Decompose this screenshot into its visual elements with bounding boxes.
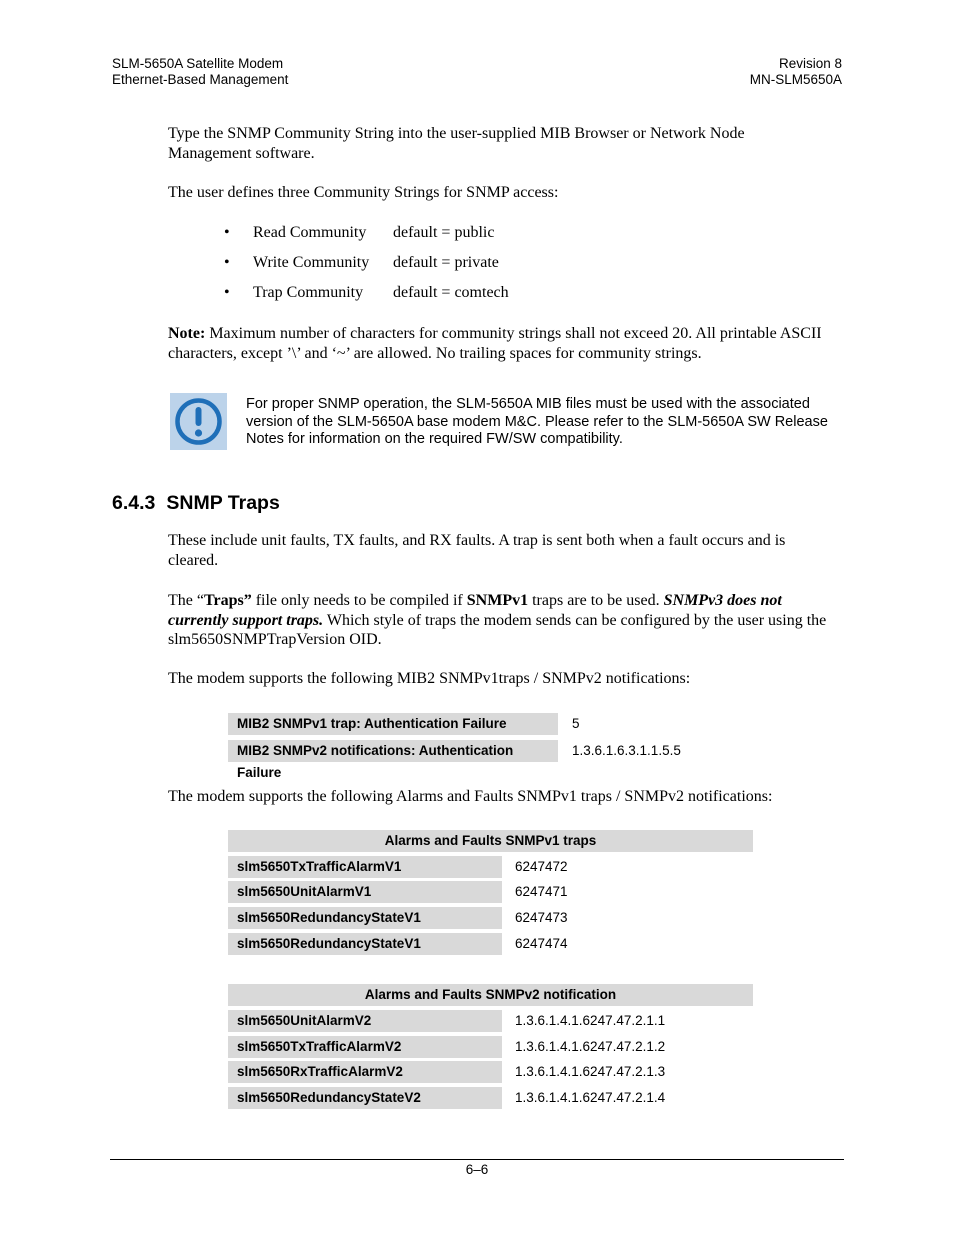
section-number: 6.4.3	[112, 492, 156, 514]
traps-paragraph-2	[168, 591, 836, 650]
traps-file-name: Traps”	[203, 592, 252, 609]
table-row-value: 1.3.6.1.4.1.6247.47.2.1.3	[515, 1064, 666, 1079]
section-heading	[112, 491, 280, 515]
text-run: traps are to be used.	[528, 592, 664, 609]
table-row-value: 6247473	[515, 910, 568, 925]
table-row-value: 1.3.6.1.6.3.1.1.5.5	[572, 743, 681, 758]
intro-paragraph-1: Type the SNMP Community String into the user-supplied MIB Browser or Network Node Management software.	[168, 125, 745, 162]
community-name: Read Community	[253, 224, 367, 241]
intro-paragraph-2: The user defines three Community Strings for SNMP access:	[168, 184, 559, 201]
table-row-label: MIB2 SNMPv2 notifications: Authentication Failure	[228, 740, 558, 762]
text-run: Which style of traps the modem sends can be configured by the user using the slm5650SNMPTrapVersion OID.	[168, 611, 827, 648]
table-row-label: slm5650UnitAlarmV2	[228, 1010, 502, 1032]
table-row-label: slm5650RedundancyStateV2	[228, 1087, 502, 1109]
text-run: file only needs to be compiled if	[251, 592, 467, 609]
table-row-value: 6247471	[515, 884, 568, 899]
page-number: 6–6	[465, 1162, 489, 1177]
bullet: •	[224, 284, 230, 301]
note-text: Maximum number of characters for community strings shall not exceed 20. All printable ASCII characters, except ’\’ and ‘~’ are allowed. No trailing spaces for community strings.	[168, 325, 822, 362]
table-row-label: slm5650RedundancyStateV1	[228, 933, 502, 955]
table-row-value: 1.3.6.1.4.1.6247.47.2.1.4	[515, 1090, 666, 1105]
bullet: •	[224, 224, 230, 241]
community-default: default = public	[393, 224, 495, 241]
traps-paragraph-1: These include unit faults, TX faults, and RX faults. A trap is sent both when a fault occurs and is cleared.	[168, 532, 786, 569]
traps-paragraph-3: The modem supports the following MIB2 SNMPv1traps / SNMPv2 notifications:	[168, 670, 691, 687]
table-title: Alarms and Faults SNMPv2 notification	[228, 984, 753, 1006]
table-row-value: 1.3.6.1.4.1.6247.47.2.1.2	[515, 1039, 666, 1054]
section-title: SNMP Traps	[166, 492, 280, 514]
note-paragraph	[168, 324, 828, 363]
list-item	[224, 253, 624, 273]
table-row-label: slm5650UnitAlarmV1	[228, 881, 502, 903]
table-row-label: slm5650TxTrafficAlarmV1	[228, 856, 502, 878]
table-row-value: 6247474	[515, 936, 568, 951]
doc-subtitle: Ethernet-Based Management	[112, 72, 289, 87]
list-item	[224, 223, 624, 243]
table-row-label: MIB2 SNMPv1 trap: Authentication Failure	[228, 713, 558, 735]
community-name: Trap Community	[253, 284, 364, 301]
exclamation-circle-icon	[170, 393, 227, 450]
important-note-text: For proper SNMP operation, the SLM-5650A MIB files must be used with the associated version of the SLM-5650A base modem M&C. Please refer to the SLM-5650A SW Release Notes for information on the required FW/SW compatibility.	[246, 396, 828, 447]
snmpv1-term: SNMPv1	[466, 592, 529, 609]
footer-divider	[110, 1159, 844, 1160]
table-title: Alarms and Faults SNMPv1 traps	[228, 830, 753, 852]
bullet: •	[224, 254, 230, 271]
table-row-label: slm5650RxTrafficAlarmV2	[228, 1061, 502, 1083]
table-row-value: 6247472	[515, 859, 568, 874]
list-item	[224, 283, 624, 303]
doc-title: SLM-5650A Satellite Modem	[112, 56, 284, 71]
table-row-value: 5	[572, 716, 580, 731]
doc-number: MN-SLM5650A	[749, 72, 842, 87]
table-row-label: slm5650TxTrafficAlarmV2	[228, 1036, 502, 1058]
text-run: The “	[168, 592, 204, 609]
note-label: Note:	[168, 325, 206, 342]
table-row-value: 1.3.6.1.4.1.6247.47.2.1.1	[515, 1013, 666, 1028]
community-default: default = private	[393, 254, 499, 271]
table-row-label: slm5650RedundancyStateV1	[228, 907, 502, 929]
revision: Revision 8	[778, 56, 842, 71]
community-default: default = comtech	[393, 284, 509, 301]
header-right	[750, 56, 842, 88]
traps-paragraph-4: The modem supports the following Alarms and Faults SNMPv1 traps / SNMPv2 notifications:	[168, 788, 773, 805]
snmpv3-warning: SNMPv3 does not currently support traps.	[168, 592, 782, 629]
community-name: Write Community	[253, 254, 370, 271]
header-left	[112, 56, 288, 88]
